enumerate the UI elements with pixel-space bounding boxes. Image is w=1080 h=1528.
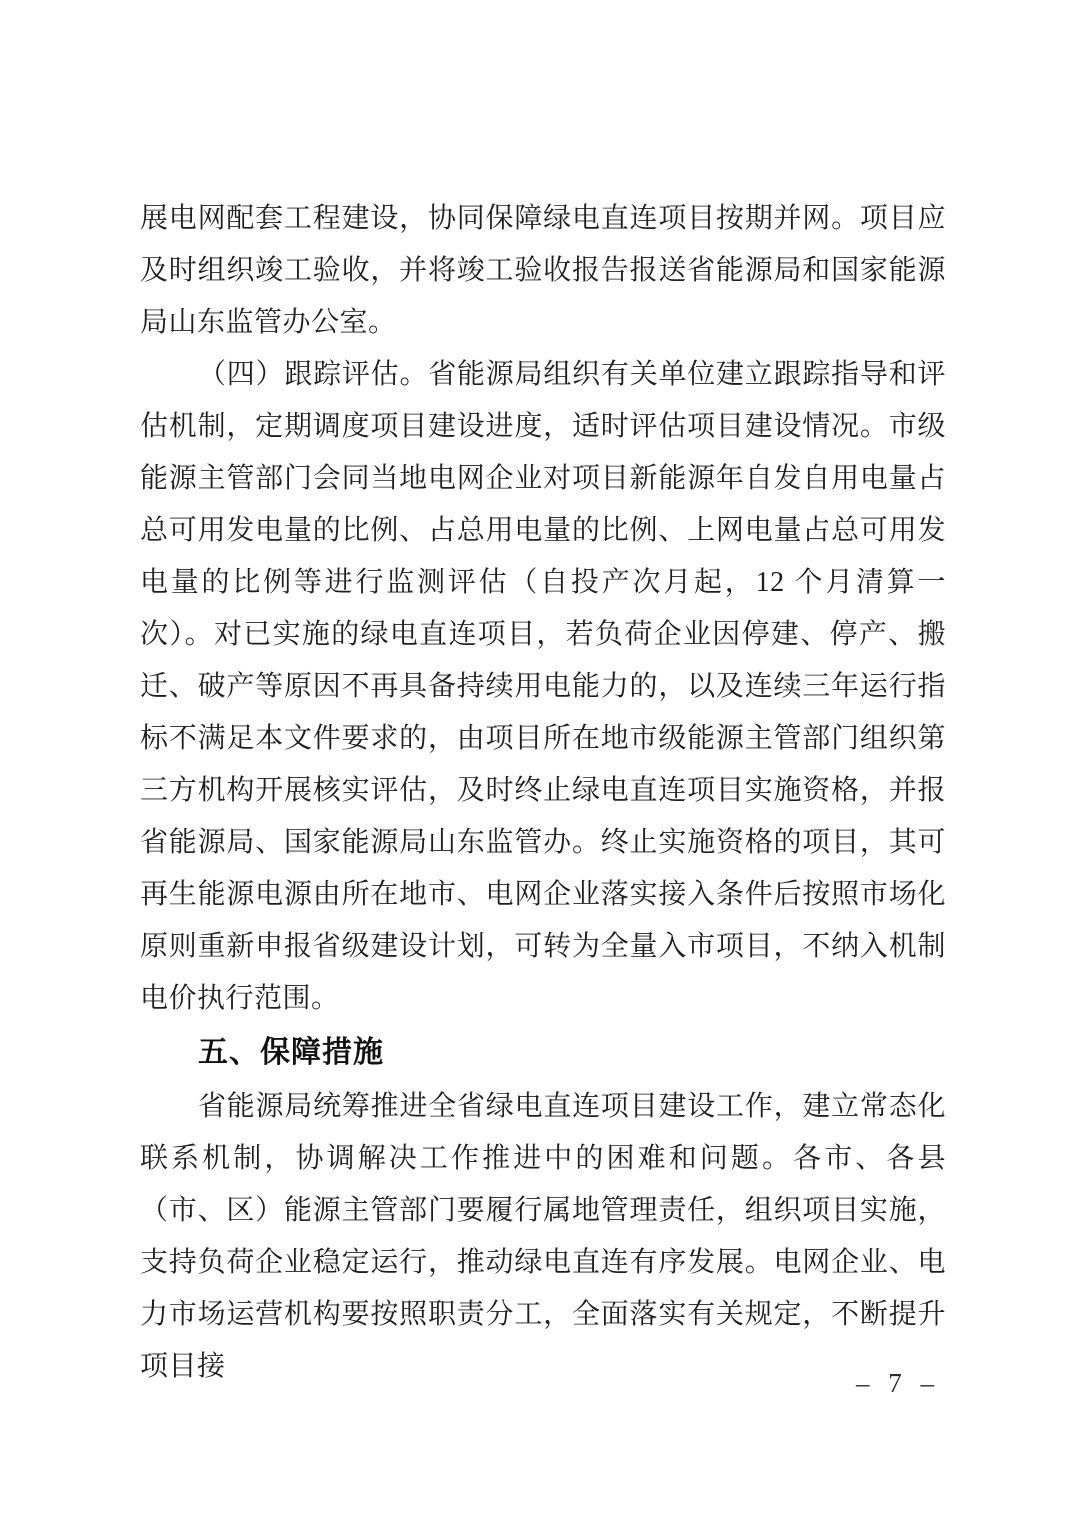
paragraph-tracking-evaluation: （四）跟踪评估。省能源局组织有关单位建立跟踪指导和评估机制，定期调度项目建设进度，适时评估项目建设情况。市级能源主管部门会同当地电网企业对项目新能源年自发自用电量占总可用发电量的比例、占总用电量的比例、上网电量占总可用发电量的比例等进行监测评估（自投产次月起，12 个月清算一次）。对已实施的绿电直连项目，若负荷企业因停建、停产、搬迁、破产等原因不再具备持续用电能力的，以及连续三年运行指标不满足本文件要求的，由项目所在地市级能源主管部门组织第三方机构开展核实评估，及时终止绿电直连项目实施资格，并报省能源局、国家能源局山东监管办。终止实施资格的项目，其可再生能源电源由所在地市、电网企业落实接入条件后按照市场化原则重新申报省级建设计划，可转为全量入市项目，不纳入机制电价执行范围。 [140,359,946,1014]
paragraph-continuation: 展电网配套工程建设，协同保障绿电直连项目按期并网。项目应及时组织竣工验收，并将竣工验收报告报送省能源局和国家能源局山东监管办公室。 [140,203,946,338]
paragraph-safeguard-measures: 省能源局统筹推进全省绿电直连项目建设工作，建立常态化联系机制，协调解决工作推进中的困难和问题。各市、各县（市、区）能源主管部门要履行属地管理责任，组织项目实施，支持负荷企业稳定运行，推动绿电直连有序发展。电网企业、电力市场运营机构要按照职责分工，全面落实有关规定，不断提升项目接 [140,1091,946,1382]
page-number: – 7 – [856,1368,940,1398]
section-heading-safeguard-measures: 五、保障措施 [198,1036,384,1069]
document-body [140,193,946,1393]
